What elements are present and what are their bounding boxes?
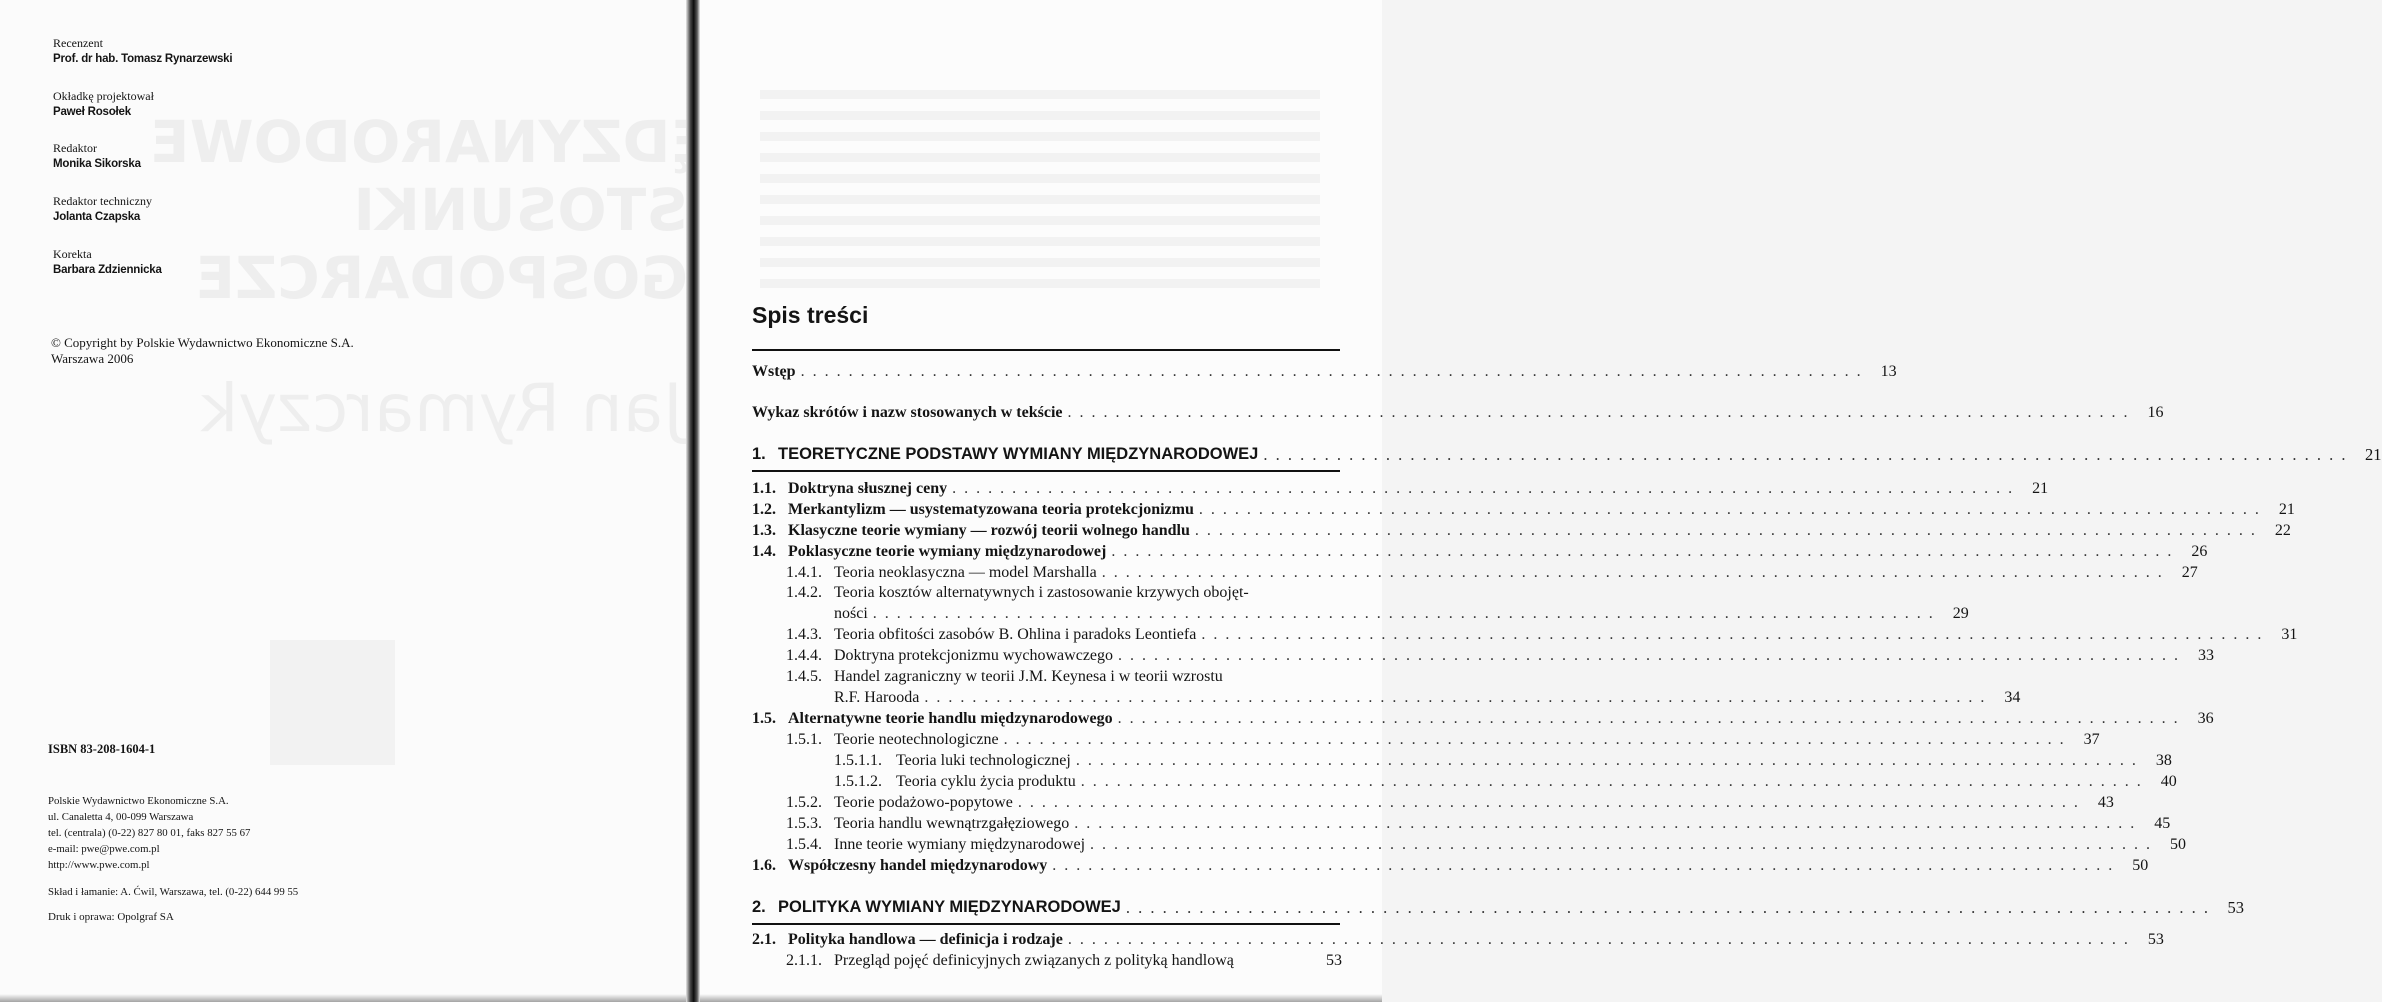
toc-chapter-2[interactable] <box>752 897 2244 918</box>
toc-entry-title: Teoria luki technologicznej <box>896 752 1071 769</box>
toc-entry-title: Polityka handlowa — definicja i rodzaje <box>788 931 1063 948</box>
toc-entry-title: Doktryna słusznej ceny <box>788 480 948 497</box>
credit-cover-designer <box>53 88 154 120</box>
toc-entry-1-5-1[interactable] <box>786 729 2100 750</box>
toc-leader-dots <box>1113 708 2180 729</box>
toc-entry-number: 1.5.1.2. <box>834 773 882 790</box>
toc-entry-title: Klasyczne teorie wymiany — rozwój teorii wolnego handlu <box>788 522 1190 539</box>
publisher-phone: tel. (centrala) (0-22) 827 80 01, faks 827 55 67 <box>48 827 251 839</box>
toc-entry-title: Poklasyczne teorie wymiany międzynarodowej <box>788 543 1107 560</box>
toc-chapter-rule <box>752 923 1340 925</box>
toc-entry-1-4-4[interactable] <box>786 645 2215 666</box>
credit-role: Okładkę projektował <box>53 89 154 103</box>
toc-leader-dots <box>1076 771 2143 792</box>
page-edge-shadow <box>0 994 688 1002</box>
toc-entry-title: Doktryna protekcjonizmu wychowawczego <box>834 647 1114 664</box>
toc-entry-number: 1.5.1.1. <box>834 752 882 769</box>
toc-page-number: 50 <box>2170 836 2187 853</box>
toc-entry-number: 1.5.4. <box>786 836 822 853</box>
toc-page-number: 21 <box>2365 445 2382 464</box>
credit-role: Korekta <box>53 247 92 261</box>
toc-entry-2-1[interactable] <box>752 929 2164 950</box>
publisher-name: Polskie Wydawnictwo Ekonomiczne S.A. <box>48 795 229 807</box>
toc-leader-dots <box>999 729 2066 750</box>
show-through-emblem <box>270 640 395 765</box>
toc-entry-1-6[interactable] <box>752 855 2149 876</box>
toc-entry-1-4-2[interactable] <box>786 582 1342 603</box>
typesetting-credit: Skład i łamanie: A. Ćwil, Warszawa, tel. (0-22) 644 99 55 <box>48 886 299 898</box>
toc-page-number: 26 <box>2191 543 2208 560</box>
credit-role: Redaktor <box>53 141 97 155</box>
toc-entry-title: Przegląd pojęć definicyjnych związanych z polityką handlową <box>834 952 1234 969</box>
toc-entry-abbreviations[interactable] <box>752 402 2164 423</box>
credit-person: Jolanta Czapska <box>53 211 141 223</box>
toc-page-number: 53 <box>1326 952 1342 969</box>
book-gutter <box>686 0 700 1002</box>
toc-entry-1-5-2[interactable] <box>786 792 2114 813</box>
toc-page-number: 45 <box>2154 815 2171 832</box>
toc-page-number: 43 <box>2097 794 2114 811</box>
toc-entry-1-4[interactable] <box>752 541 2208 562</box>
toc-entry-title: Merkantylizm — usystematyzowana teoria protekcjonizmu <box>788 501 1194 518</box>
show-through-text: Jan Rymarczyk <box>200 370 683 447</box>
toc-entry-number: 2.1. <box>752 931 776 948</box>
toc-entry-1-5-3[interactable] <box>786 813 2171 834</box>
toc-page-number: 33 <box>2198 647 2215 664</box>
toc-leader-dots <box>919 687 1986 708</box>
toc-entry-number: 1.5. <box>752 710 776 727</box>
toc-leader-dots <box>1085 834 2152 855</box>
toc-chapter-title: POLITYKA WYMIANY MIĘDZYNARODOWEJ <box>778 898 1121 916</box>
toc-entry-preface[interactable] <box>752 361 1897 382</box>
toc-entry-1-4-2-cont[interactable] <box>834 603 1969 624</box>
show-through-text: MIĘDZYNARODOWE <box>150 108 790 176</box>
toc-page-number: 16 <box>2147 404 2164 421</box>
toc-leader-dots <box>1121 897 2210 918</box>
toc-entry-title-continued: R.F. Harooda <box>834 689 920 706</box>
toc-page-number: 13 <box>1880 363 1897 380</box>
toc-leader-dots <box>947 478 2014 499</box>
toc-entry-1-5-1-1[interactable] <box>834 750 2172 771</box>
toc-page-number: 27 <box>2181 564 2198 581</box>
copyright-notice <box>51 335 354 367</box>
right-page-toc <box>700 0 2382 1002</box>
toc-entry-title: Teoria handlu wewnątrzgałęziowego <box>834 815 1070 832</box>
toc-entry-1-3[interactable] <box>752 520 2291 541</box>
isbn: ISBN 83-208-1604-1 <box>48 742 156 756</box>
toc-entry-1-4-3[interactable] <box>786 624 2298 645</box>
toc-entry-title: Alternatywne teorie handlu międzynarodowego <box>788 710 1113 727</box>
toc-entry-number: 1.6. <box>752 857 776 874</box>
toc-chapter-number: 1. <box>752 445 766 463</box>
credit-proofreading <box>53 246 162 278</box>
toc-page-number: 34 <box>2004 689 2021 706</box>
toc-entry-1-4-1[interactable] <box>786 562 2198 583</box>
credit-person: Paweł Rosołek <box>53 106 131 118</box>
toc-entry-title: Współczesny handel międzynarodowy <box>788 857 1048 874</box>
toc-page-number: 21 <box>2278 501 2295 518</box>
toc-entry-1-1[interactable] <box>752 478 2049 499</box>
toc-page-number: 53 <box>2227 898 2244 917</box>
toc-page-number: 29 <box>1952 605 1969 622</box>
toc-entry-title: Teorie podażowo-popytowe <box>834 794 1013 811</box>
toc-entry-number: 1.4.2. <box>786 584 822 601</box>
toc-leader-dots <box>1190 520 2257 541</box>
credit-role: Recenzent <box>53 36 103 50</box>
toc-entry-title: Wykaz skrótów i nazw stosowanych w tekście <box>752 404 1063 421</box>
toc-entry-number: 1.5.1. <box>786 731 822 748</box>
credit-role: Redaktor techniczny <box>53 194 152 208</box>
toc-entry-1-5-4[interactable] <box>786 834 2187 855</box>
toc-entry-number: 1.4.3. <box>786 626 822 643</box>
toc-leader-dots <box>1063 402 2130 423</box>
toc-entry-number: 2.1.1. <box>786 952 822 969</box>
toc-page-number: 53 <box>2147 931 2164 948</box>
toc-leader-dots <box>1063 929 2130 950</box>
show-through-text <box>760 90 1320 290</box>
toc-leader-dots <box>1047 855 2114 876</box>
toc-title: Spis treści <box>752 302 869 328</box>
toc-leader-dots <box>868 603 1935 624</box>
toc-page-number: 31 <box>2281 626 2298 643</box>
toc-entry-2-1-1[interactable] <box>786 950 1342 971</box>
credit-reviewer <box>53 35 232 67</box>
toc-entry-title: Teoria neoklasyczna — model Marshalla <box>834 564 1097 581</box>
toc-entry-1-4-5[interactable] <box>786 666 1342 687</box>
copyright-year: Warszawa 2006 <box>51 351 134 366</box>
toc-entry-1-5-1-2[interactable] <box>834 771 2177 792</box>
toc-entry-number: 1.4. <box>752 543 776 560</box>
toc-page-number: 50 <box>2132 857 2149 874</box>
toc-page-number: 38 <box>2155 752 2172 769</box>
toc-entry-title: Wstęp <box>752 363 796 380</box>
toc-leader-dots <box>1106 541 2173 562</box>
toc-entry-number: 1.5.2. <box>786 794 822 811</box>
toc-leader-dots <box>1097 562 2164 583</box>
toc-entry-1-5[interactable] <box>752 708 2214 729</box>
toc-entry-number: 1.5.3. <box>786 815 822 832</box>
toc-leader-dots <box>1194 499 2261 520</box>
toc-leader-dots <box>796 361 1863 382</box>
toc-entry-title: Teoria kosztów alternatywnych i zastosowanie krzywych obojęt- <box>834 584 1249 601</box>
toc-entry-title: Handel zagraniczny w teorii J.M. Keynesa i w teorii wzrostu <box>834 668 1223 685</box>
toc-leader-dots <box>1069 813 2136 834</box>
toc-entry-number: 1.2. <box>752 501 776 518</box>
credit-person: Prof. dr hab. Tomasz Rynarzewski <box>53 53 233 65</box>
toc-page-number: 22 <box>2274 522 2291 539</box>
toc-title-rule <box>752 349 1340 351</box>
toc-entry-1-4-5-cont[interactable] <box>834 687 2021 708</box>
toc-entry-1-2[interactable] <box>752 499 2295 520</box>
toc-page-number: 21 <box>2032 480 2049 497</box>
toc-leader-dots <box>1013 792 2080 813</box>
credit-editor <box>53 140 141 172</box>
toc-entry-title: Teorie neotechnologiczne <box>834 731 999 748</box>
toc-leader-dots <box>1113 645 2180 666</box>
publisher-email: e-mail: pwe@pwe.com.pl <box>48 843 160 855</box>
toc-entry-title: Inne teorie wymiany międzynarodowej <box>834 836 1086 853</box>
toc-chapter-1[interactable] <box>752 444 2382 465</box>
show-through-text: STOSUNKI GOSPODARCZE <box>195 176 688 312</box>
toc-page-number: 36 <box>2197 710 2214 727</box>
toc-leader-dots <box>1196 624 2263 645</box>
printing-credit: Druk i oprawa: Opolgraf SA <box>48 911 174 923</box>
publisher-address: ul. Canaletta 4, 00-099 Warszawa <box>48 811 194 823</box>
toc-entry-title-continued: ności <box>834 605 868 622</box>
toc-page-number: 37 <box>2083 731 2100 748</box>
publisher-web: http://www.pwe.com.pl <box>48 859 150 871</box>
toc-entry-number: 1.4.5. <box>786 668 822 685</box>
credit-person: Barbara Zdziennicka <box>53 264 162 276</box>
toc-chapter-title: TEORETYCZNE PODSTAWY WYMIANY MIĘDZYNARODOWEJ <box>778 445 1259 463</box>
toc-entry-number: 1.4.1. <box>786 564 822 581</box>
toc-chapter-number: 2. <box>752 898 766 916</box>
toc-entry-title: Teoria cyklu życia produktu <box>896 773 1076 790</box>
toc-entry-title: Teoria obfitości zasobów B. Ohlina i paradoks Leontiefa <box>834 626 1197 643</box>
toc-entry-number: 1.3. <box>752 522 776 539</box>
copyright-line: © Copyright by Polskie Wydawnictwo Ekonomiczne S.A. <box>51 335 354 350</box>
toc-leader-dots <box>1258 444 2347 465</box>
publisher-info <box>48 793 250 873</box>
credit-technical-editor <box>53 193 152 225</box>
toc-chapter-rule <box>752 470 1340 472</box>
toc-page-number: 40 <box>2160 773 2177 790</box>
page-edge-shadow <box>700 994 1382 1002</box>
toc-leader-dots <box>1071 750 2138 771</box>
credit-person: Monika Sikorska <box>53 158 141 170</box>
toc-entry-number: 1.1. <box>752 480 776 497</box>
toc-entry-number: 1.4.4. <box>786 647 822 664</box>
